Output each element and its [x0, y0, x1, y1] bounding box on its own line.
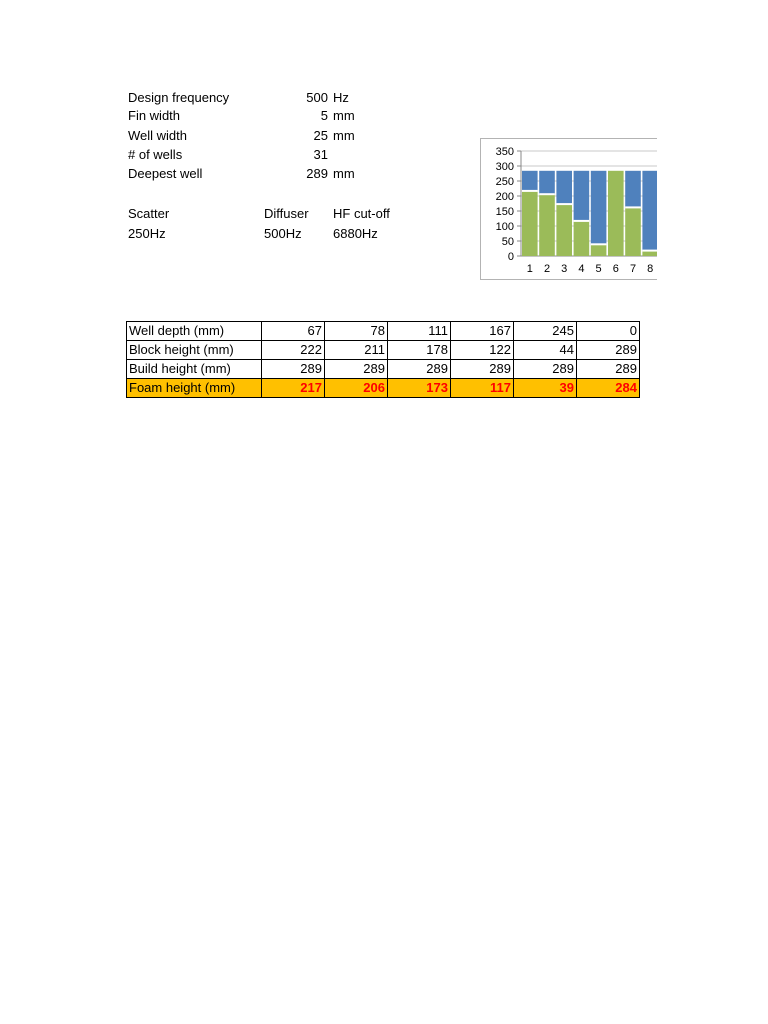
- param-label-num-wells: # of wells: [128, 147, 183, 162]
- table-cell[interactable]: 78: [325, 322, 388, 341]
- table-cell[interactable]: 289: [514, 360, 577, 379]
- table-cell[interactable]: 167: [451, 322, 514, 341]
- bar-foam: [522, 191, 538, 256]
- x-tick-label: 2: [543, 263, 551, 275]
- table-cell[interactable]: 122: [451, 341, 514, 360]
- y-tick-label: 50: [501, 236, 514, 248]
- freq-header-diffuser: Diffuser: [264, 206, 309, 221]
- table-cell[interactable]: 44: [514, 341, 577, 360]
- y-tick-label: 150: [495, 206, 514, 218]
- bar-well-depth: [591, 171, 607, 245]
- row-label[interactable]: Foam height (mm): [127, 379, 262, 398]
- table-cell[interactable]: 67: [262, 322, 325, 341]
- freq-header-hf-cutoff: HF cut-off: [333, 206, 390, 221]
- row-label[interactable]: Well depth (mm): [127, 322, 262, 341]
- param-unit-deepest-well: mm: [333, 166, 355, 181]
- freq-value-diffuser: 500Hz: [264, 226, 302, 241]
- bar-foam: [574, 221, 590, 256]
- param-label-fin-width: Fin width: [128, 108, 181, 123]
- table-cell[interactable]: 284: [577, 379, 640, 398]
- bar-foam: [556, 204, 572, 256]
- table-cell[interactable]: 289: [451, 360, 514, 379]
- table-cell[interactable]: 222: [262, 341, 325, 360]
- param-value-num-wells: 31: [313, 147, 328, 162]
- freq-header-scatter: Scatter: [128, 206, 170, 221]
- y-tick-label: 300: [495, 161, 514, 173]
- x-tick-label: 6: [612, 263, 619, 275]
- bar-well-depth: [522, 171, 538, 191]
- x-tick-label: 4: [578, 263, 585, 275]
- param-unit-fin-width: mm: [333, 108, 355, 123]
- chart-canvas: [481, 139, 657, 279]
- x-tick-label: 1: [526, 263, 533, 275]
- table-cell[interactable]: 39: [514, 379, 577, 398]
- freq-value-scatter: 250Hz: [128, 226, 166, 241]
- table-cell[interactable]: 289: [325, 360, 388, 379]
- table-cell[interactable]: 289: [388, 360, 451, 379]
- x-tick-label: 7: [629, 263, 637, 275]
- table-cell[interactable]: 211: [325, 341, 388, 360]
- bar-foam: [591, 244, 607, 256]
- row-label[interactable]: Block height (mm): [127, 341, 262, 360]
- bar-foam: [625, 207, 641, 256]
- x-tick-label: 8: [647, 263, 654, 275]
- row-label[interactable]: Build height (mm): [127, 360, 262, 379]
- table-cell[interactable]: 0: [577, 322, 640, 341]
- table-cell[interactable]: 117: [451, 379, 514, 398]
- table-cell[interactable]: 111: [388, 322, 451, 341]
- table-row-foam-height: [127, 379, 640, 398]
- table-row-block-height: [127, 341, 640, 360]
- table-cell[interactable]: 289: [577, 360, 640, 379]
- x-tick-label: 3: [561, 263, 568, 275]
- bar-foam: [608, 171, 624, 256]
- bar-foam: [539, 194, 555, 256]
- bar-well-depth: [642, 171, 657, 251]
- table-cell[interactable]: 217: [262, 379, 325, 398]
- bar-well-depth: [574, 171, 590, 221]
- param-unit-design-frequency: Hz: [333, 90, 349, 105]
- y-tick-label: 200: [495, 191, 514, 203]
- param-unit-well-width: mm: [333, 128, 355, 143]
- table-cell[interactable]: 245: [514, 322, 577, 341]
- bar-well-depth: [539, 171, 555, 194]
- x-tick-label: 5: [595, 263, 602, 275]
- param-value-deepest-well: 289: [306, 166, 328, 181]
- param-label-deepest-well: Deepest well: [128, 166, 203, 181]
- table-cell[interactable]: 173: [388, 379, 451, 398]
- well-profile-chart[interactable]: [480, 138, 657, 280]
- param-label-design-frequency: Design frequency: [128, 90, 230, 105]
- param-label-well-width: Well width: [128, 128, 188, 143]
- y-tick-label: 250: [495, 176, 514, 188]
- bar-well-depth: [556, 171, 572, 204]
- well-data-table: [126, 321, 640, 398]
- freq-value-hf-cutoff: 6880Hz: [333, 226, 378, 241]
- table-cell[interactable]: 206: [325, 379, 388, 398]
- param-value-design-frequency: 500: [306, 90, 328, 105]
- table-cell[interactable]: 178: [388, 341, 451, 360]
- table-row-well-depth: [127, 322, 640, 341]
- y-tick-label: 100: [495, 221, 514, 233]
- y-tick-label: 350: [495, 146, 514, 158]
- param-value-well-width: 25: [313, 128, 328, 143]
- y-tick-label: 0: [507, 251, 514, 263]
- table-row-build-height: [127, 360, 640, 379]
- bar-well-depth: [625, 171, 641, 208]
- param-value-fin-width: 5: [320, 108, 328, 123]
- table-cell[interactable]: 289: [577, 341, 640, 360]
- table-cell[interactable]: 289: [262, 360, 325, 379]
